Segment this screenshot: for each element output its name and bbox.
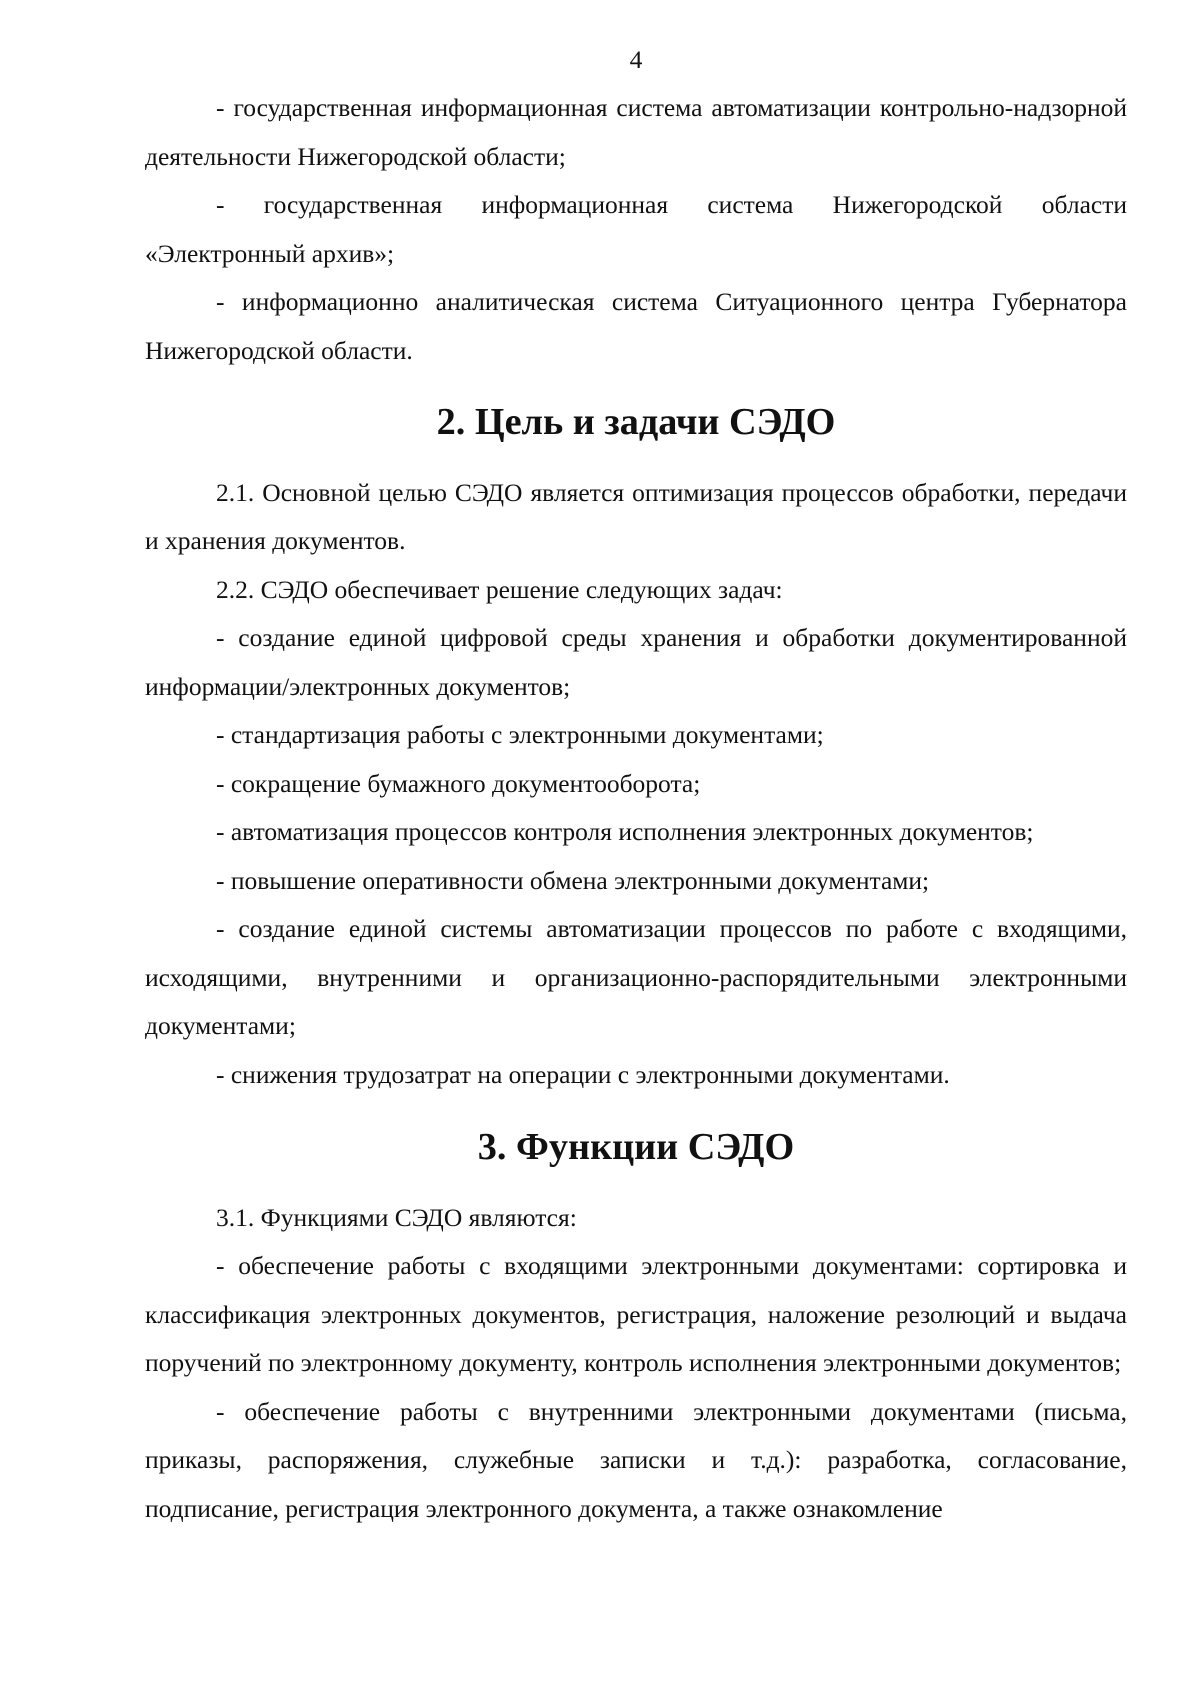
paragraph-clause: 2.2. СЭДО обеспечивает решение следующих задач:	[216, 574, 783, 604]
paragraph-list-item: - создание единой системы автоматизации процессов по работе с входящими, исходящими, внутренними и организационно-распорядительными электронными документами;	[145, 914, 1127, 1040]
paragraph-list-item: - обеспечение работы с внутренними электронными документами (письма, приказы, распоряжения, служебные записки и т.д.): разработка, согласование, подписание, регистрация электронного документа, а также ознакомление	[145, 1396, 1127, 1523]
paragraph-list-item: - государственная информационная система автоматизации контрольно-надзорной деятельности Нижегородской области;	[145, 93, 1127, 171]
paragraph-list-item: - информационно аналитическая система Ситуационного центра Губернатора Нижегородской области.	[145, 287, 1127, 365]
section-heading: 2. Цель и задачи СЭДО	[436, 401, 836, 443]
paragraph-list-item: - создание единой цифровой среды хранения и обработки документированной информации/электронных документов;	[145, 623, 1127, 701]
paragraph-list-item: - автоматизация процессов контроля исполнения электронных документов;	[216, 817, 1034, 846]
paragraph-list-item: - стандартизация работы с электронными документами;	[216, 720, 824, 749]
page-number: 4	[629, 45, 643, 74]
document-page	[145, 38, 1127, 1533]
paragraph-clause: 2.1. Основной целью СЭДО является оптимизация процессов обработки, передачи и хранения документов.	[145, 477, 1127, 555]
paragraph-list-item: - обеспечение работы с входящими электронными документами: сортировка и классификация электронных документов, регистрация, наложение резолюций и выдача поручений по электронному документу, контроль исполнения электронными документов;	[145, 1251, 1127, 1377]
paragraph-list-item: - снижения трудозатрат на операции с электронными документами.	[216, 1059, 950, 1089]
paragraph-clause: 3.1. Функциями СЭДО являются:	[216, 1202, 577, 1232]
section-heading: 3. Функции СЭДО	[477, 1126, 795, 1168]
paragraph-list-item: - государственная информационная система Нижегородской области «Электронный архив»;	[145, 190, 1127, 268]
paragraph-list-item: - сокращение бумажного документооборота;	[216, 768, 701, 798]
paragraph-list-item: - повышение оперативности обмена электронными документами;	[216, 865, 930, 895]
